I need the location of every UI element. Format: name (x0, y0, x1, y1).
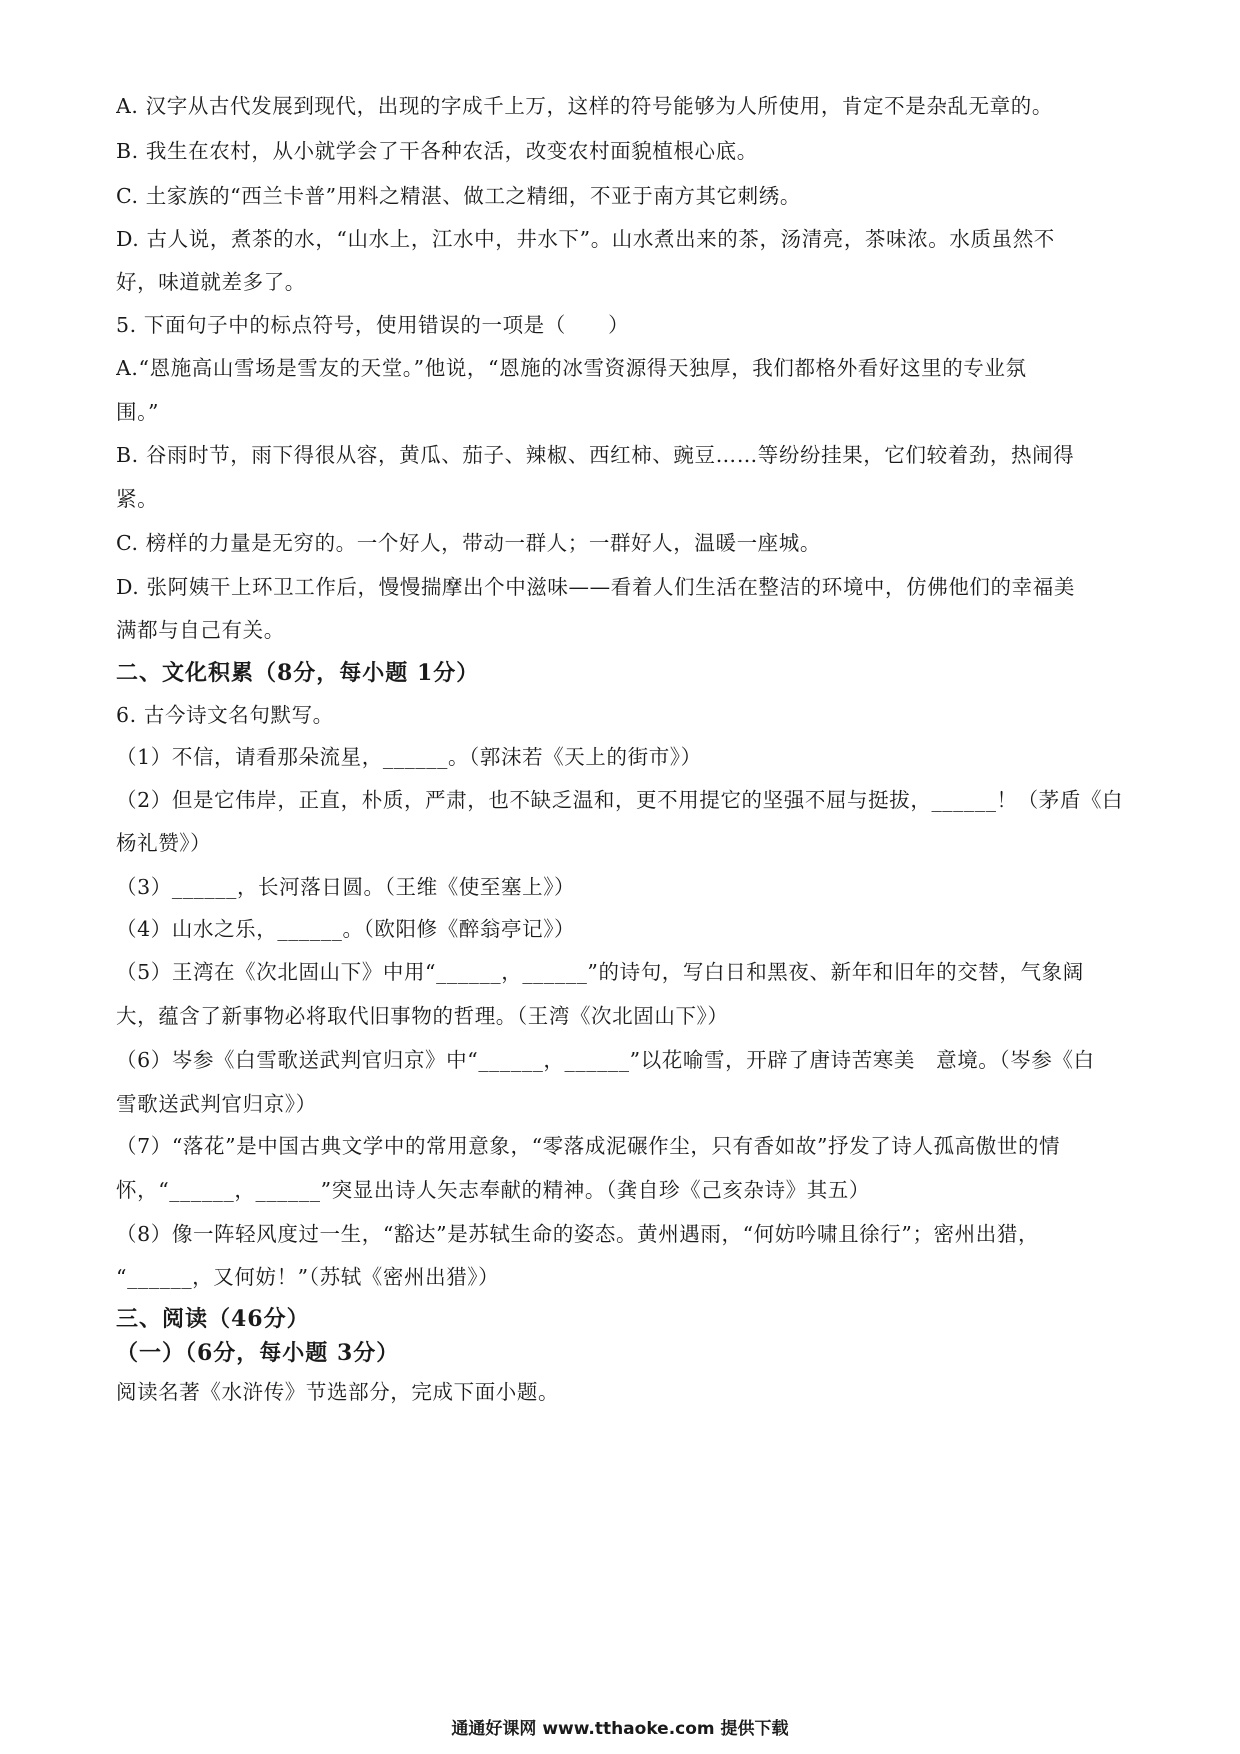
subsection-heading-1: （一）（6分，每小题 3分） (116, 1340, 400, 1366)
blank-item-3: （3）______，长河落日圆。（王维《使至塞上》） (116, 875, 576, 899)
section-heading-3: 三、阅读（46分） (116, 1306, 310, 1332)
option-5d-line1: D. 张阿姨干上环卫工作后，慢慢揣摩出个中滋味——看着人们生活在整洁的环境中，仿佛他们的幸福美 (116, 575, 1075, 599)
question-5: 5. 下面句子中的标点符号，使用错误的一项是（ ） (116, 313, 630, 337)
option-4b: B. 我生在农村，从小就学会了干各种农活，改变农村面貌植根心底。 (116, 139, 758, 163)
option-4d-line2: 好，味道就差多了。 (116, 270, 306, 294)
option-5a-line2: 围。” (116, 400, 160, 424)
option-5b-line2: 紧。 (116, 487, 159, 511)
blank-item-2-line1: （2）但是它伟岸，正直，朴质，严肃，也不缺乏温和，更不用提它的坚强不屈与挺拔，______！（茅盾《白 (116, 788, 1124, 812)
blank-item-8-line1: （8）像一阵轻风度过一生，“豁达”是苏轼生命的姿态。黄州遇雨，“何妨吟啸且徐行”；密州出猎， (116, 1222, 1040, 1246)
option-5d-line2: 满都与自己有关。 (116, 618, 285, 642)
question-6: 6. 古今诗文名句默写。 (116, 703, 334, 727)
blank-item-7-line1: （7）“落花”是中国古典文学中的常用意象，“零落成泥碾作尘，只有香如故”抒发了诗人孤高傲世的情 (116, 1134, 1061, 1158)
option-5c: C. 榜样的力量是无穷的。一个好人，带动一群人；一群好人，温暖一座城。 (116, 531, 821, 555)
blank-item-7-line2: 怀，“______，______”突显出诗人矢志奉献的精神。（龚自珍《己亥杂诗》其五） (116, 1178, 871, 1202)
blank-item-6-line2: 雪歌送武判官归京》） (116, 1092, 317, 1116)
option-4c: C. 土家族的“西兰卡普”用料之精湛、做工之精细，不亚于南方其它刺绣。 (116, 184, 801, 208)
reading-instruction: 阅读名著《水浒传》节选部分，完成下面小题。 (116, 1380, 560, 1404)
blank-item-5-line2: 大，蕴含了新事物必将取代旧事物的哲理。（王湾《次北固山下》） (116, 1004, 729, 1028)
blank-item-4: （4）山水之乐，______。（欧阳修《醉翁亭记》） (116, 917, 576, 941)
section-heading-2: 二、文化积累（8分，每小题 1分） (116, 660, 480, 686)
option-4a: A. 汉字从古代发展到现代，出现的字成千上万，这样的符号能够为人所使用，肯定不是杂乱无章的。 (116, 94, 1053, 118)
option-4d-line1: D. 古人说，煮茶的水，“山水上，江水中，井水下”。山水煮出来的茶，汤清亮，茶味浓。水质虽然不 (116, 227, 1055, 251)
blank-item-1: （1）不信，请看那朵流星，______。（郭沫若《天上的街市》） (116, 745, 702, 769)
blank-item-8-line2: “______，又何妨！”（苏轼《密州出猎》） (116, 1265, 500, 1289)
blank-item-2-line2: 杨礼赞》） (116, 831, 212, 855)
option-5b-line1: B. 谷雨时节，雨下得很从容，黄瓜、茄子、辣椒、西红柿、豌豆……等纷纷挂果，它们较着劲，热闹得 (116, 443, 1075, 467)
page-footer: 通通好课网 www.tthaoke.com 提供下载 (451, 1719, 789, 1739)
option-5a-line1: A.“恩施高山雪场是雪友的天堂。”他说，“恩施的冰雪资源得天独厚，我们都格外看好这里的专业氛 (116, 356, 1027, 380)
blank-item-5-line1: （5）王湾在《次北固山下》中用“______，______”的诗句，写白日和黑夜、新年和旧年的交替，气象阔 (116, 960, 1084, 984)
blank-item-6-line1: （6）岑参《白雪歌送武判官归京》中“______，______”以花喻雪，开辟了唐诗苦寒美 意境。（岑参《白 (116, 1048, 1095, 1072)
